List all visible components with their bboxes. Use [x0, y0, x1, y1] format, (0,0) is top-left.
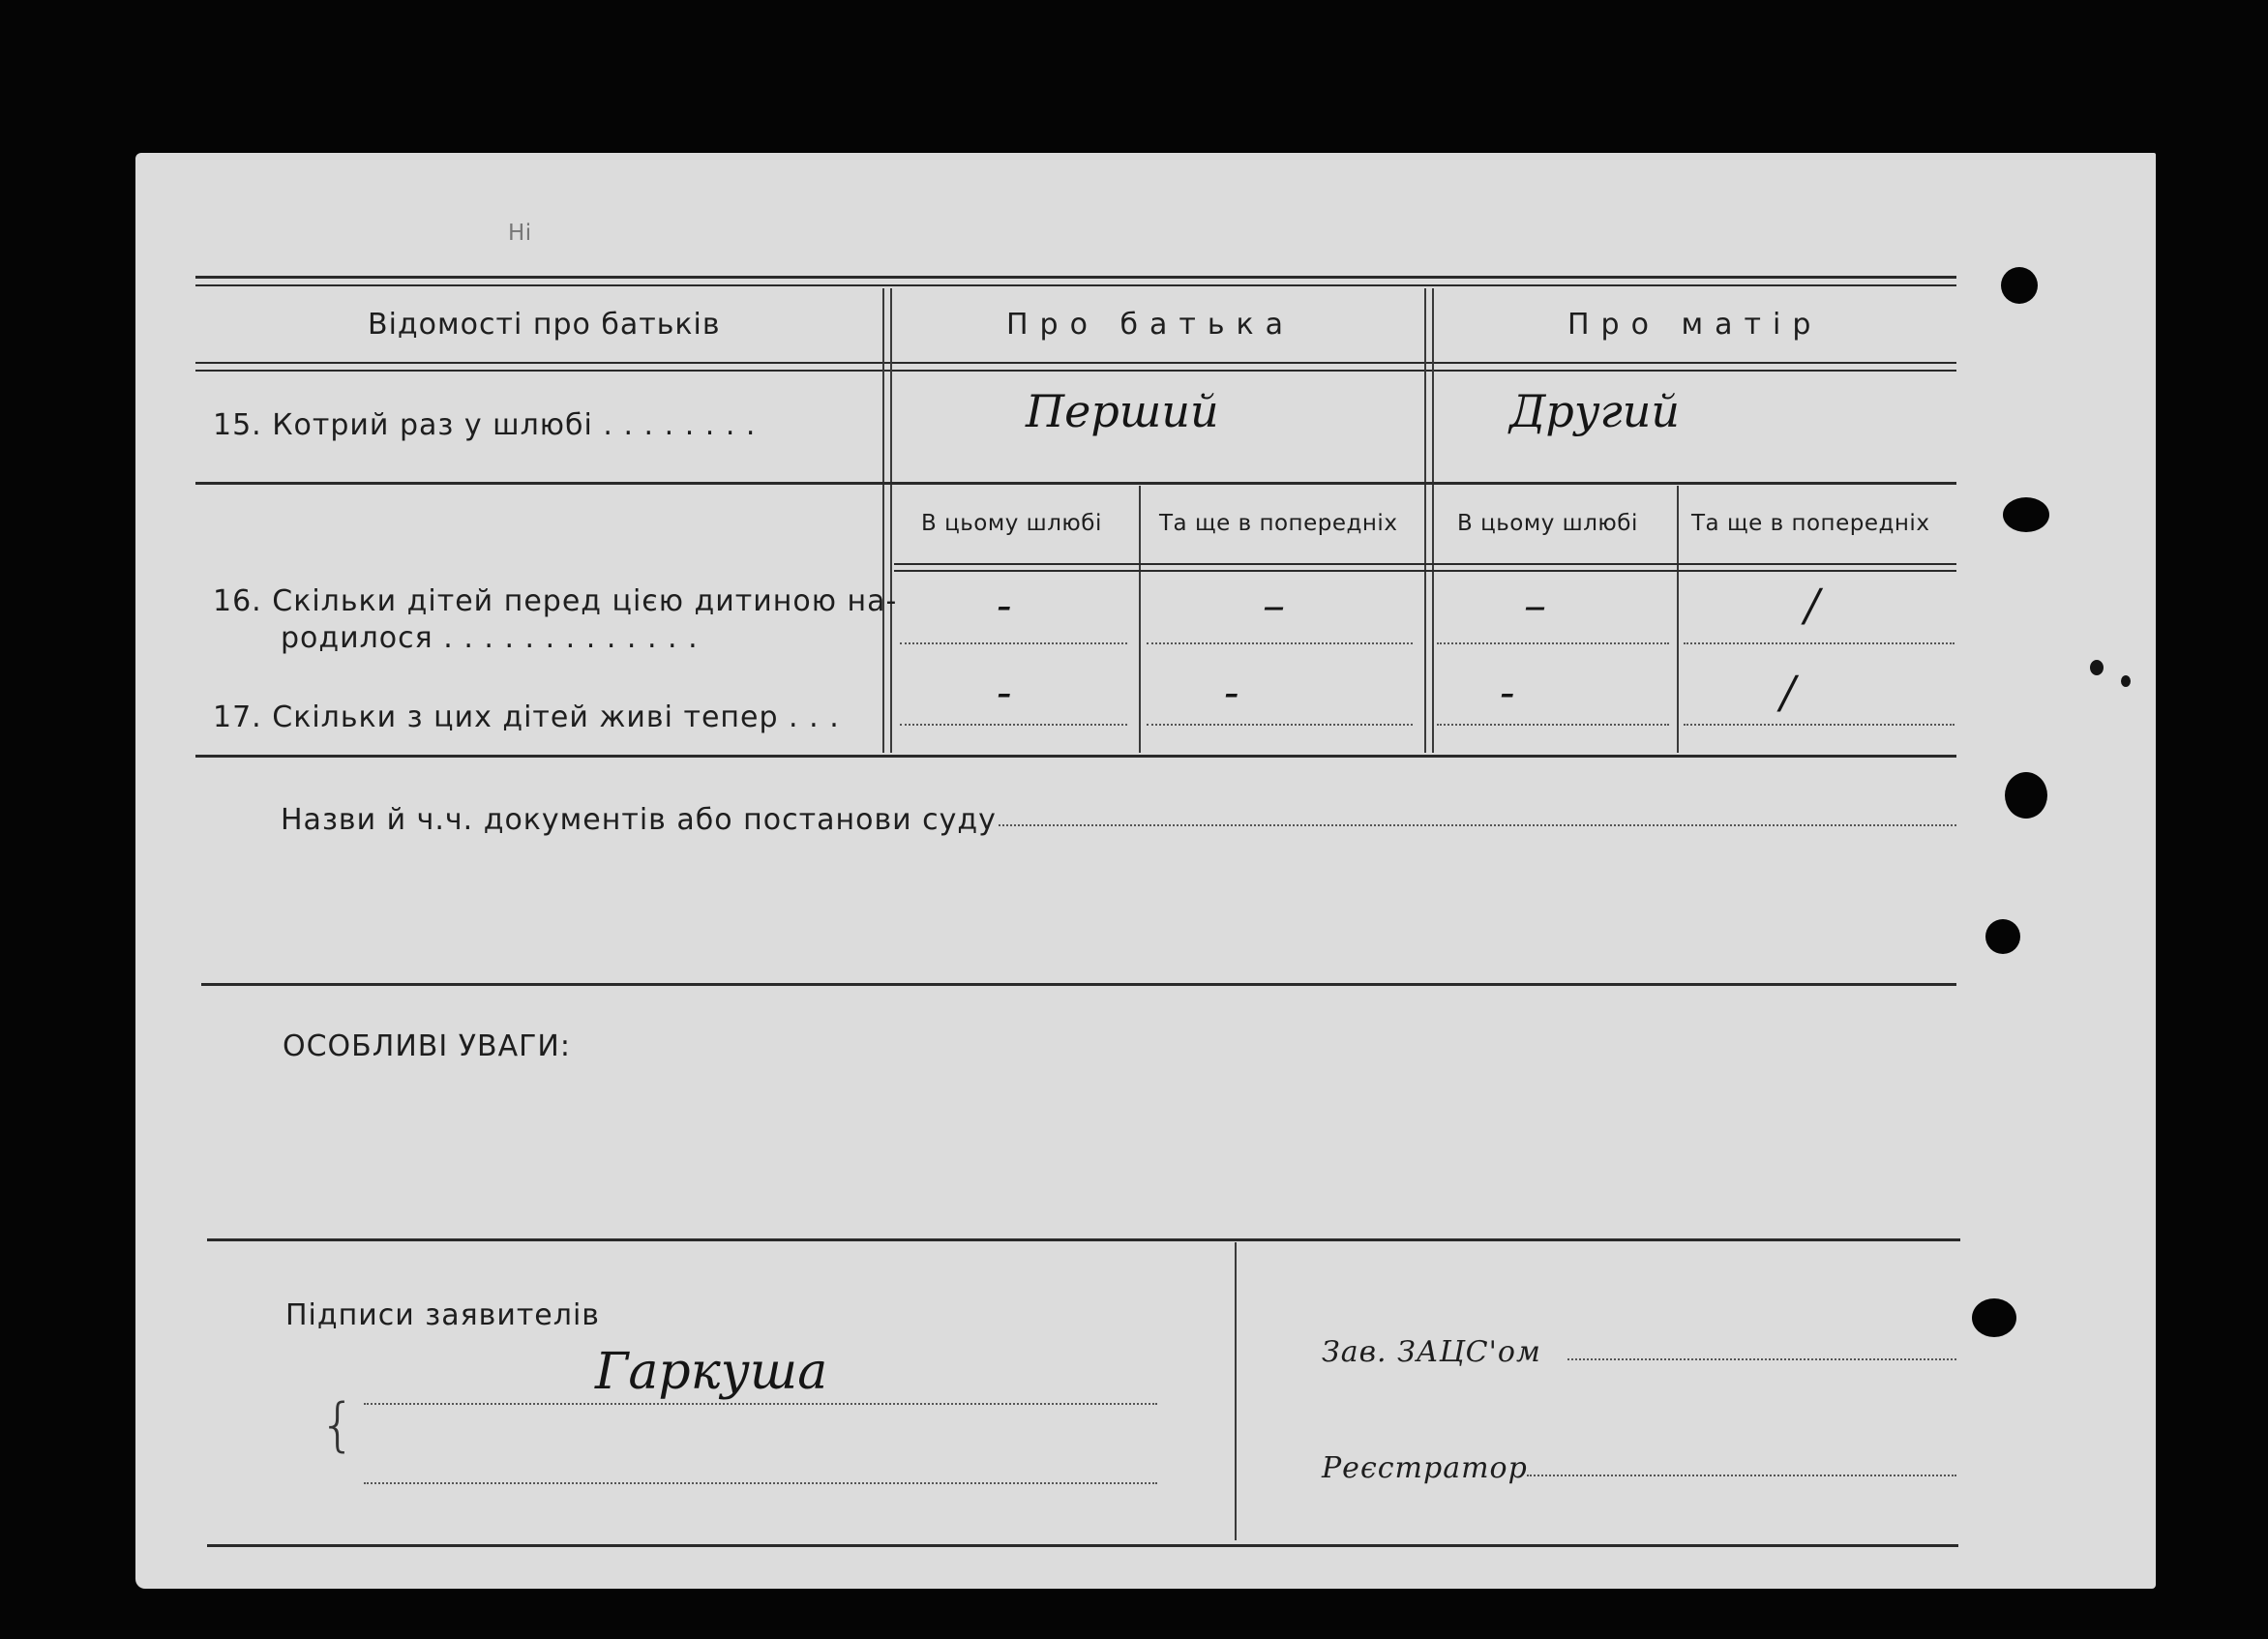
signatures-divider: [1235, 1242, 1237, 1540]
top-rule: [195, 276, 1956, 279]
documents-dotted-line: [999, 824, 1956, 826]
binding-hole-3: [2005, 772, 2047, 819]
row17-dotted-1: [900, 724, 1127, 726]
bottom-rule: [207, 1544, 1958, 1547]
applicant-signature: Гаркуша: [595, 1343, 828, 1401]
header-parents-info: Відомості про батьків: [368, 308, 721, 342]
row16-dotted-4: [1684, 642, 1955, 644]
top-rule-inner: [195, 284, 1956, 286]
applicant-line-2: [364, 1482, 1157, 1484]
subcol-divider-father: [1139, 486, 1141, 753]
binding-hole-1: [2001, 267, 2038, 304]
applicants-label: Підписи заявителів: [285, 1298, 600, 1332]
form-sheet: [135, 153, 2156, 1589]
header-rule-inner: [195, 370, 1956, 372]
row15-rule: [195, 482, 1956, 485]
documents-label: Назви й ч.ч. документів або постанови суду: [281, 803, 997, 837]
row16-father-this-value: -: [997, 579, 1012, 631]
row16-mother-this-value: –: [1524, 579, 1546, 631]
col-divider-2: [1424, 288, 1426, 753]
row17-mother-prev-value: /: [1780, 666, 1796, 718]
row17-father-this-value: -: [997, 666, 1012, 718]
binding-hole-2: [2003, 497, 2049, 532]
row17-dotted-4: [1684, 724, 1955, 726]
col-divider-1b: [890, 288, 892, 753]
row16-label-line1: 16. Скільки дітей перед цією дитиною на-: [213, 584, 898, 618]
ink-spot-1: [2090, 660, 2104, 675]
header-rule: [195, 362, 1956, 364]
registrar-label: Реєстратор: [1322, 1451, 1528, 1485]
subheader-rule-inner: [894, 570, 1956, 572]
header-father: Про батька: [1006, 308, 1296, 342]
applicants-brace: {: [319, 1391, 358, 1459]
row16-label-line2: родилося . . . . . . . . . . . . .: [281, 621, 699, 655]
subheader-father-this: В цьому шлюбі: [921, 511, 1102, 536]
special-notes-label: ОСОБЛИВІ УВАГИ:: [283, 1029, 571, 1063]
row17-father-prev-value: -: [1224, 666, 1239, 718]
row16-mother-prev-value: /: [1805, 579, 1820, 631]
row17-label: 17. Скільки з цих дітей живі тепер . . .: [213, 700, 840, 734]
col-divider-1: [882, 288, 884, 753]
subheader-father-prev: Та ще в попередніх: [1159, 511, 1398, 536]
documents-rule: [201, 983, 1956, 986]
subheader-mother-this: В цьому шлюбі: [1457, 511, 1638, 536]
notes-rule: [207, 1238, 1960, 1241]
binding-hole-5: [1972, 1298, 2016, 1337]
subcol-divider-mother: [1677, 486, 1679, 753]
subheader-rule: [894, 563, 1956, 565]
head-label: Зав. ЗАЦС'ом: [1322, 1335, 1541, 1369]
row16-father-prev-value: –: [1263, 579, 1285, 631]
row16-dotted-3: [1437, 642, 1669, 644]
stamp-mark: Ні: [508, 221, 532, 246]
col-divider-2b: [1432, 288, 1434, 753]
row16-dotted-1: [900, 642, 1127, 644]
row17-dotted-3: [1437, 724, 1669, 726]
row15-label: 15. Котрий раз у шлюбі . . . . . . . .: [213, 408, 757, 442]
applicant-line-1: [364, 1403, 1157, 1405]
row15-father-value: Перший: [1026, 385, 1219, 437]
row17-dotted-2: [1147, 724, 1413, 726]
header-mother: Про матір: [1567, 308, 1823, 342]
row15-mother-value: Другий: [1509, 385, 1681, 437]
registrar-dotted-line: [1527, 1475, 1956, 1476]
row17-mother-this-value: -: [1500, 666, 1515, 718]
subheader-mother-prev: Та ще в попередніх: [1691, 511, 1930, 536]
table-bottom-rule: [195, 755, 1956, 758]
binding-hole-4: [1985, 919, 2020, 954]
ink-spot-2: [2121, 675, 2131, 687]
head-dotted-line: [1567, 1358, 1956, 1360]
row16-dotted-2: [1147, 642, 1413, 644]
